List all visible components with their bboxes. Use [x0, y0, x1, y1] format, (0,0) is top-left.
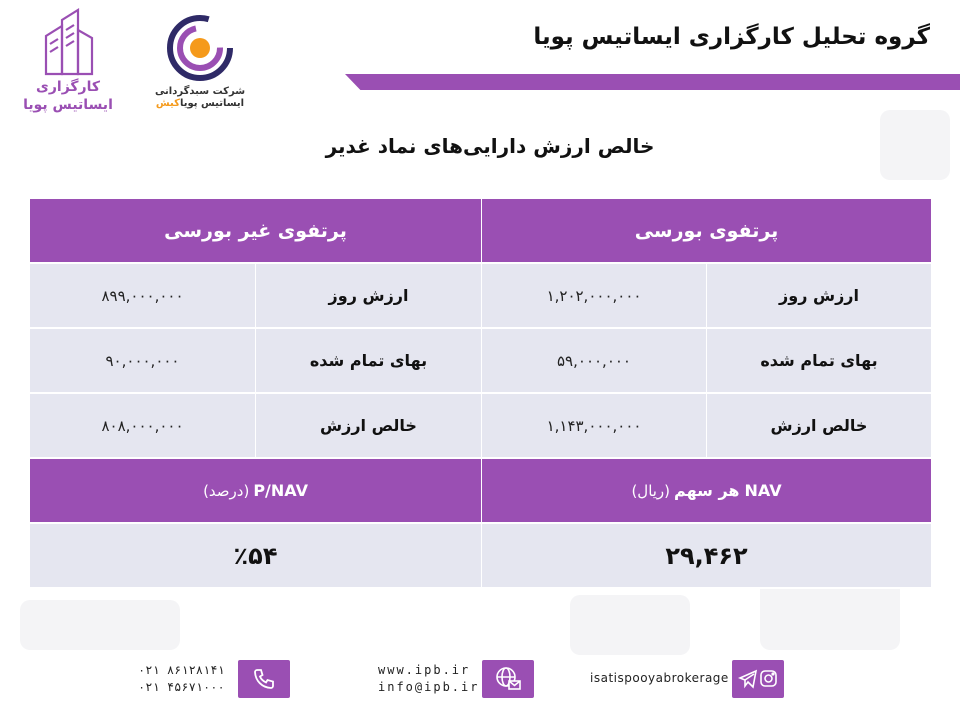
broker-logo-line1: کارگزاری: [36, 79, 100, 95]
header-accent-bar: [345, 74, 960, 90]
bourse-value: ۵۹,۰۰۰,۰۰۰: [481, 329, 706, 394]
row-label: بهای تمام شده: [706, 329, 931, 394]
row-label: ارزش روز: [255, 264, 481, 329]
row-label: ارزش روز: [706, 264, 931, 329]
target-logo-icon: [150, 12, 250, 84]
nav-table: [30, 199, 931, 589]
pnav-label: [30, 459, 481, 524]
bourse-value: ۱,۱۴۳,۰۰۰,۰۰۰: [481, 394, 706, 459]
header-title: گروه تحلیل کارگزاری ایساتیس پویا: [533, 24, 930, 50]
fund-logo-line2: ایساتیس پویا: [179, 98, 245, 109]
nav-per-share-label: [481, 459, 931, 524]
buildings-icon: [18, 8, 118, 78]
footer-phone: [0, 660, 300, 698]
email-link[interactable]: info@ipb.ir: [378, 680, 480, 694]
row-label: خالص ارزش: [255, 394, 481, 459]
non-bourse-value: ۸۹۹,۰۰۰,۰۰۰: [30, 264, 255, 329]
pnav-unit: (درصد): [203, 481, 250, 500]
phone-icon: [238, 660, 290, 698]
website-link[interactable]: www.ipb.ir: [378, 663, 471, 677]
table-row: [30, 329, 931, 394]
nav-label-en: NAV: [744, 481, 782, 500]
row-label: خالص ارزش: [706, 394, 931, 459]
table-header-row: [30, 199, 931, 264]
non-bourse-value: ۸۰۸,۰۰۰,۰۰۰: [30, 394, 255, 459]
bourse-value: ۱,۲۰۲,۰۰۰,۰۰۰: [481, 264, 706, 329]
pnav-value: ٪۵۴: [30, 524, 481, 589]
fund-logo: [150, 12, 250, 112]
background-decoration: [570, 595, 690, 655]
table-row: [30, 264, 931, 329]
fund-logo-kish: کیش: [155, 98, 180, 109]
pnav-label-en: P/NAV: [253, 481, 308, 500]
nav-label-row: [30, 459, 931, 524]
row-label: بهای تمام شده: [255, 329, 481, 394]
footer-web: [370, 660, 540, 698]
fund-logo-line1: شرکت سبدگردانی: [154, 86, 246, 97]
non-bourse-portfolio-header: پرتفوی غیر بورسی: [30, 199, 481, 264]
nav-label-fa: هر سهم: [674, 481, 740, 500]
bourse-portfolio-header: پرتفوی بورسی: [481, 199, 931, 264]
table-row: [30, 394, 931, 459]
broker-logo: [18, 8, 118, 120]
background-decoration: [20, 600, 180, 650]
nav-value-row: [30, 524, 931, 589]
phone-number-2[interactable]: ۰۲۱ ۴۵۶۷۱۰۰۰: [138, 680, 225, 694]
social-handle[interactable]: isatispooyabrokerage: [590, 671, 729, 685]
broker-logo-line2: ایساتیس پویا: [23, 97, 113, 113]
non-bourse-value: ۹۰,۰۰۰,۰۰۰: [30, 329, 255, 394]
phone-number-1[interactable]: ۰۲۱ ۸۶۱۲۸۱۴۱: [138, 663, 225, 677]
telegram-instagram-icon: [732, 660, 784, 698]
page-subtitle: خالص ارزش دارایی‌های نماد غدیر: [325, 134, 655, 158]
footer-social: [590, 660, 790, 698]
globe-mail-icon: [482, 660, 534, 698]
nav-value: ۲۹,۴۶۲: [481, 524, 931, 589]
nav-unit: (ریال): [631, 481, 671, 500]
